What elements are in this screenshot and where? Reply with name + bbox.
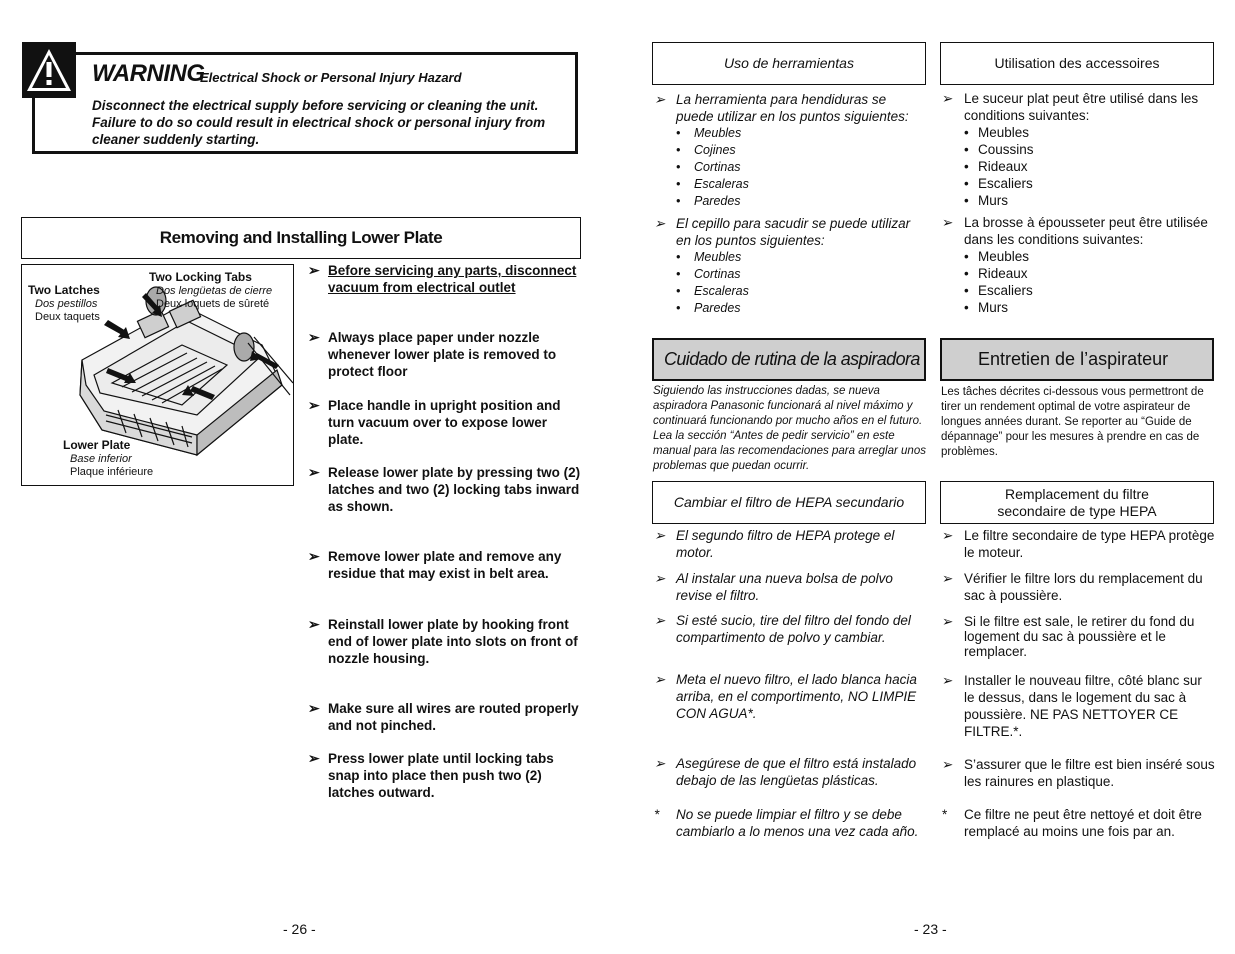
es-note: * No se puede limpiar el filtro y se debe cambiarlo a lo menos una vez cada año. [654,807,919,839]
bullet-icon: • [676,301,681,315]
step-item: ➢ Press lower plate until locking tabs snap into place then push two (2) latches outward. [308,750,554,800]
es-hepa-item: ➢ Si esté sucio, tire del filtro del fondo del compartimento de polvo y cambiar. [654,613,911,645]
bullet-icon: • [676,267,681,281]
tabs-label: Two Locking Tabs [149,270,252,284]
arrow-icon: ➢ [308,616,320,632]
arrow-icon: ➢ [942,528,954,543]
es-care-text: Siguiendo las instrucciones dadas, se nueva aspiradora Panasonic funcionará al nivel máximo y continuará funcionando por mucho años en el futuro. Lea la sección “Antes de pedir servicio” en este manual para las recomendaciones para arreglar unos problemas que puedan ocurrir. [653,385,926,472]
es-care-title: Cuidado de rutina de la aspiradora [652,338,926,381]
es-tools-item-1: ➢ La herramienta para hendiduras se puede utilizar en los puntos siguientes: • Meubles • Cojines • Cortinas • Escaleras • Paredes [654,92,909,208]
fr-hepa-title: Remplacement du filtre secondaire de type HEPA [940,481,1214,524]
latches-label: Two Latches [28,283,100,297]
step-item: ➢ Reinstall lower plate by hooking front end of lower plate into slots on front of nozzle housing. [308,616,578,666]
bullet-icon: • [964,283,969,298]
arrow-icon: ➢ [308,548,320,564]
es-hepa-item: ➢ Asegúrese de que el filtro está instalado debajo de las lengüetas plásticas. [654,756,917,788]
bullet-icon: • [676,250,681,264]
step-item: ➢ Always place paper under nozzle whenever lower plate is removed to protect floor [308,329,557,379]
es-hepa-item: ➢ Meta el nuevo filtro, el lado blanca hacia arriba, en el comportimento, NO LIMPIE CON AGUA*. [654,672,917,721]
plate-label: Lower Plate [63,438,131,452]
step-item: ➢ Remove lower plate and remove any residue that may exist in belt area. [308,548,562,581]
page-number-right: - 23 - [914,921,947,937]
plate-label-fr: Plaque inférieure [70,466,154,478]
warning-title: WARNING [92,60,205,87]
fr-hepa-item: ➢ Installer le nouveau filtre, côté blanc sur le dessus, dans le logement du sac à poussière. NE PAS NETTOYER CE FILTRE.*. [942,673,1202,739]
es-tools-item-2: ➢ El cepillo para sacudir se puede utilizar en los puntos siguientes: • Meubles • Cortinas • Escaleras • Paredes [654,216,911,315]
arrow-icon: ➢ [654,613,666,628]
section-title: Removing and Installing Lower Plate [21,217,581,259]
bullet-icon: • [676,160,681,174]
es-hepa-item: ➢ Al instalar una nueva bolsa de polvo revise el filtro. [654,571,893,603]
lower-plate-figure [21,264,294,486]
bullet-icon: • [676,177,681,191]
arrow-icon: ➢ [942,571,954,586]
arrow-icon: ➢ [654,216,666,231]
latches-label-es: Dos pestillos [35,298,98,310]
arrow-icon: ➢ [308,750,320,766]
bullet-icon: • [964,193,969,208]
fr-tools-title: Utilisation des accessoires [940,42,1214,85]
tabs-label-fr: Deux loquets de sûreté [156,298,270,310]
plate-label-es: Base inferior [70,453,132,465]
arrow-icon: ➢ [308,262,320,278]
es-hepa-title: Cambiar el filtro de HEPA secundario [652,481,926,524]
arrow-icon: ➢ [654,528,666,543]
bullet-icon: • [964,300,969,315]
bullet-icon: • [964,159,969,174]
step-item: ➢ Before servicing any parts, disconnect vacuum from electrical outlet [308,262,577,295]
arrow-icon: ➢ [654,672,666,687]
arrow-icon: ➢ [308,329,320,345]
warning-subtitle: Electrical Shock or Personal Injury Hazard [200,70,462,85]
es-hepa-item: ➢ El segundo filtro de HEPA protege el motor. [654,528,895,560]
bullet-icon: • [964,176,969,191]
warning-text: Disconnect the electrical supply before servicing or cleaning the unit. Failure to do so could result in electrical shock or personal injury from cleaner suddenly starting. [92,98,546,147]
bullet-icon: • [676,143,681,157]
fr-care-text: Les tâches décrites ci-dessous vous permettront de tirer un rendement optimal de votre aspirateur de longues années durant. Se reporter au “Guide de dépannage” pour les mesures à prendre en cas de problèmes. [941,386,1204,458]
fr-note: * Ce filtre ne peut être nettoyé et doit être remplacé au moins une fois par an. [942,807,1202,839]
arrow-icon: ➢ [942,215,954,230]
arrow-icon: ➢ [308,700,320,716]
arrow-icon: ➢ [942,91,954,106]
page-number-left: - 26 - [283,921,316,937]
warning-icon [22,42,76,98]
fr-tools-item-1: ➢ Le suceur plat peut être utilisé dans les conditions suivantes: • Meubles • Coussins • Rideaux • Escaliers • Murs [942,91,1199,208]
arrow-icon: ➢ [308,397,320,413]
arrow-icon: ➢ [654,92,666,107]
arrow-icon: ➢ [942,673,954,688]
bullet-icon: • [964,249,969,264]
arrow-icon: ➢ [654,756,666,771]
es-tools-title: Uso de herramientas [652,42,926,85]
fr-care-title: Entretien de l’aspirateur [940,338,1214,381]
step-item: ➢ Release lower plate by pressing two (2) latches and two (2) locking tabs inward as shown. [308,464,581,514]
fr-hepa-item: ➢ Le filtre secondaire de type HEPA protège le moteur. [942,528,1215,560]
fr-hepa-item: ➢ Si le filtre est sale, le retirer du fond du logement du sac à poussière et le remplacer. [942,614,1195,659]
arrow-icon: ➢ [942,614,954,629]
fr-hepa-item: ➢ S’assurer que le filtre est bien inséré sous les rainures en plastique. [942,757,1215,789]
latches-label-fr: Deux taquets [35,311,100,323]
asterisk-icon: * [654,807,660,822]
step-item: ➢ Place handle in upright position and turn vacuum over to expose lower plate. [308,397,561,447]
bullet-icon: • [676,194,681,208]
fr-tools-item-2: ➢ La brosse à épousseter peut être utilisée dans les conditions suivantes: • Meubles • Rideaux • Escaliers • Murs [942,215,1208,315]
bullet-icon: • [964,266,969,281]
tabs-label-es: Dos lengüetas de cierre [156,285,273,297]
arrow-icon: ➢ [942,757,954,772]
bullet-icon: • [676,126,681,140]
bullet-icon: • [676,284,681,298]
asterisk-icon: * [942,807,948,822]
bullet-icon: • [964,125,969,140]
arrow-icon: ➢ [308,464,320,480]
bullet-icon: • [964,142,969,157]
step-item: ➢ Make sure all wires are routed properly and not pinched. [308,700,579,733]
fr-hepa-item: ➢ Vérifier le filtre lors du remplacement du sac à poussière. [942,571,1203,603]
arrow-icon: ➢ [654,571,666,586]
